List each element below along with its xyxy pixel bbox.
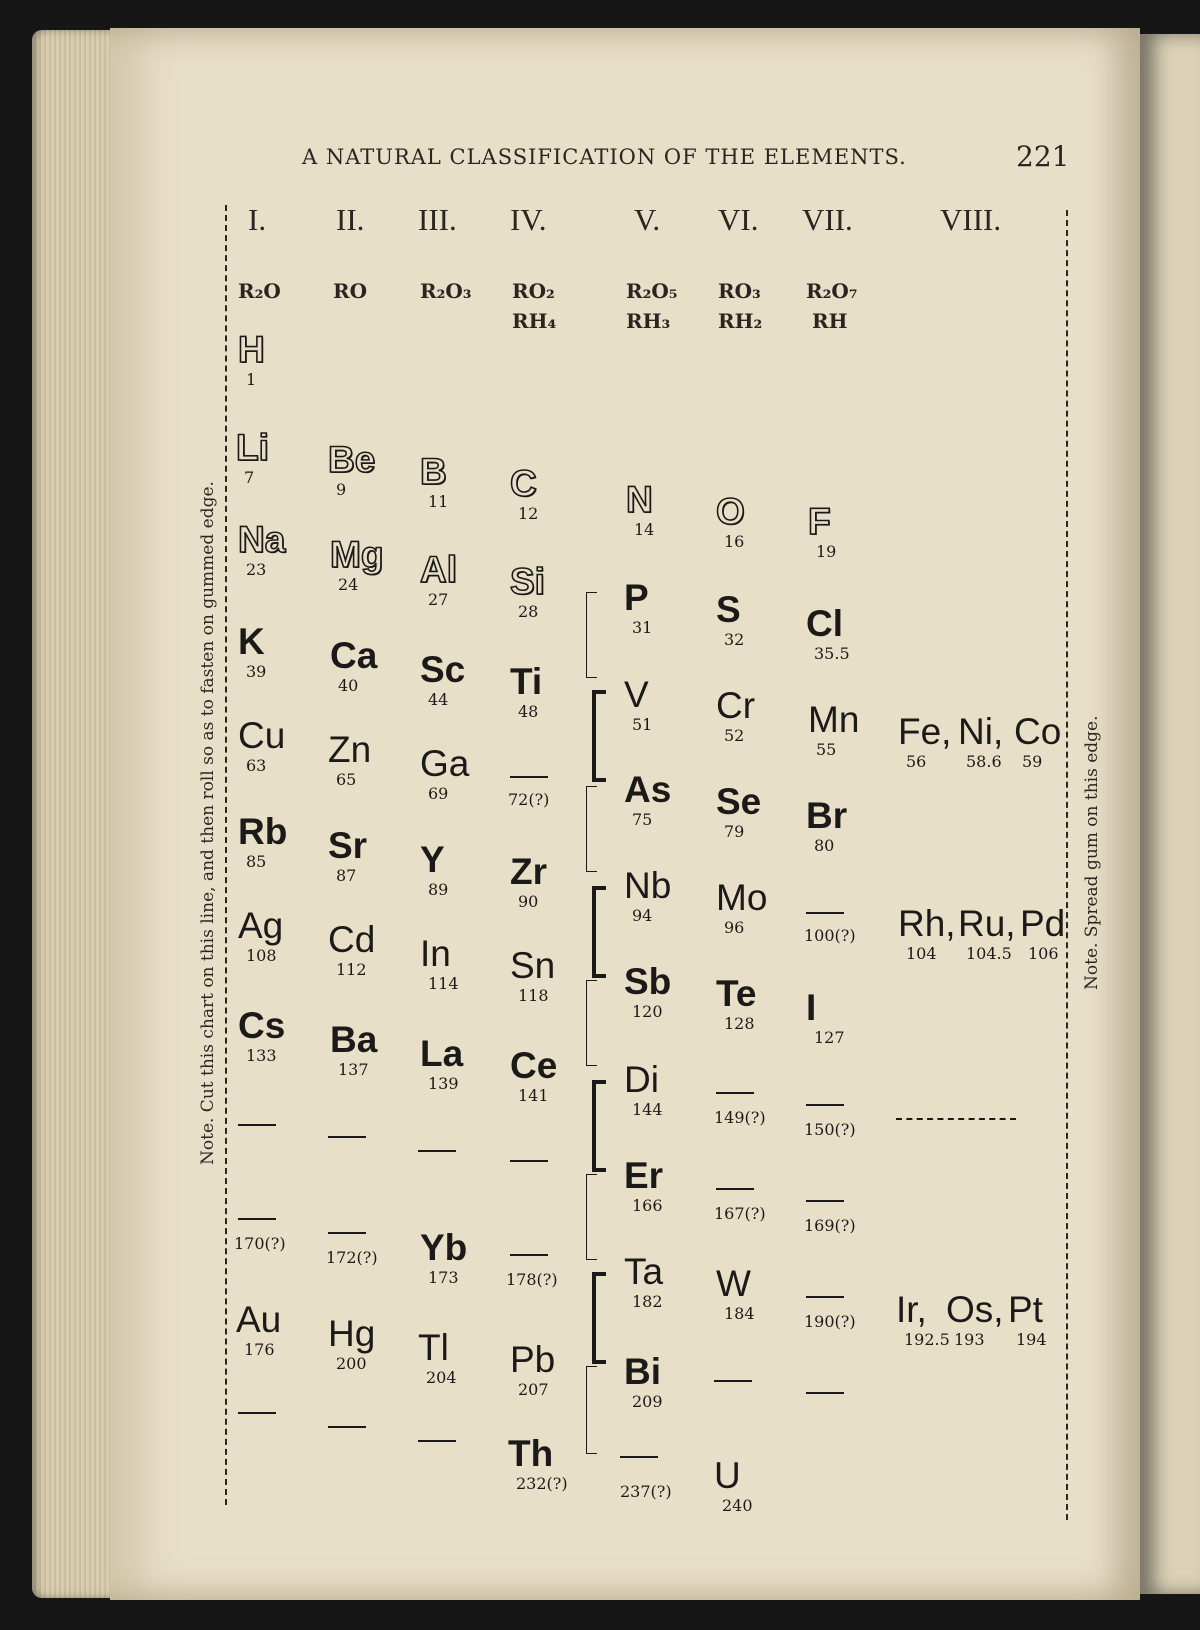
element-Te: Te 128 bbox=[716, 973, 757, 1033]
subgroup-bracket bbox=[592, 690, 606, 782]
missing-element-dash bbox=[328, 1136, 366, 1138]
element-B: B 11 bbox=[420, 451, 449, 511]
oxide-formula-7: R₂O₇ bbox=[806, 279, 858, 303]
element-W: W 184 bbox=[716, 1263, 755, 1323]
element-As: As 75 bbox=[624, 769, 672, 829]
element-U: U 240 bbox=[714, 1455, 753, 1515]
element-Fe: Fe, 56 bbox=[898, 711, 952, 771]
element-Al: Al 27 bbox=[420, 549, 457, 609]
element-170-weight: 170(?) bbox=[234, 1234, 286, 1253]
element-149-weight: 149(?) bbox=[714, 1108, 766, 1127]
missing-element-dash bbox=[714, 1380, 752, 1382]
element-La: La 139 bbox=[420, 1033, 464, 1093]
element-Rh: Rh, 104 bbox=[898, 903, 956, 963]
cut-line-left bbox=[225, 205, 227, 1505]
group-header-7: VII. bbox=[802, 202, 853, 237]
element-Ir: Ir, 192.5 bbox=[896, 1289, 950, 1349]
element-Ti: Ti 48 bbox=[510, 661, 543, 721]
element-Y: Y 89 bbox=[420, 839, 449, 899]
element-In: In 114 bbox=[420, 933, 459, 993]
element-190-weight: 190(?) bbox=[804, 1312, 856, 1331]
element-Th: Th 232(?) bbox=[508, 1433, 568, 1493]
missing-element-dash bbox=[510, 1160, 548, 1162]
element-Cs: Cs 133 bbox=[238, 1005, 286, 1065]
element-Li: Li 7 bbox=[236, 427, 269, 487]
group-header-6: VI. bbox=[718, 202, 759, 237]
element-100-weight: 100(?) bbox=[804, 926, 856, 945]
element-Ge-weight: 72(?) bbox=[508, 790, 550, 809]
subgroup-bracket bbox=[586, 592, 597, 678]
element-Sn: Sn 118 bbox=[510, 945, 556, 1005]
missing-element-dash bbox=[716, 1092, 754, 1094]
note-left: Note. Cut this chart on this line, and then roll so as to fasten on gummed edge. bbox=[198, 481, 218, 1165]
subgroup-bracket bbox=[592, 886, 606, 978]
element-169-weight: 169(?) bbox=[804, 1216, 856, 1235]
element-Ru: Ru, 104.5 bbox=[958, 903, 1016, 963]
missing-element-dash bbox=[620, 1456, 658, 1458]
missing-element-dash bbox=[328, 1426, 366, 1428]
missing-group-viii-dash bbox=[896, 1118, 1016, 1120]
oxide-formula-2: RO bbox=[333, 279, 368, 303]
missing-element-dash bbox=[510, 1254, 548, 1256]
element-N: N 14 bbox=[626, 479, 655, 539]
element-Hg: Hg 200 bbox=[328, 1313, 376, 1373]
element-Ce: Ce 141 bbox=[510, 1045, 558, 1105]
element-Tl: Tl 204 bbox=[418, 1327, 457, 1387]
subgroup-bracket bbox=[586, 980, 597, 1066]
element-K: K 39 bbox=[238, 621, 267, 681]
group-header-1: I. bbox=[248, 202, 267, 237]
element-F: F 19 bbox=[808, 501, 837, 561]
missing-element-dash bbox=[806, 912, 844, 914]
element-I: I 127 bbox=[806, 987, 845, 1047]
element-Bi: Bi 209 bbox=[624, 1351, 663, 1411]
group-header-5: V. bbox=[634, 202, 661, 237]
element-Os: Os, 193 bbox=[946, 1289, 1004, 1349]
element-Ni: Ni, 58.6 bbox=[958, 711, 1004, 771]
hydride-formula-7: RH bbox=[812, 309, 848, 333]
element-Mn: Mn 55 bbox=[808, 699, 860, 759]
subgroup-bracket bbox=[592, 1272, 606, 1364]
element-Pd: Pd 106 bbox=[1020, 903, 1066, 963]
subgroup-bracket bbox=[586, 1366, 597, 1454]
running-title: A NATURAL CLASSIFICATION OF THE ELEMENTS. bbox=[302, 145, 907, 169]
element-Cr: Cr 52 bbox=[716, 685, 756, 745]
group-header-3: III. bbox=[418, 202, 457, 237]
subgroup-bracket bbox=[586, 1174, 597, 1260]
oxide-formula-6: RO₃ bbox=[718, 279, 761, 303]
element-Sb: Sb 120 bbox=[624, 961, 672, 1021]
element-Ta: Ta 182 bbox=[624, 1251, 664, 1311]
subgroup-bracket bbox=[592, 1080, 606, 1172]
element-Co: Co 59 bbox=[1014, 711, 1062, 771]
element-Si: Si 28 bbox=[510, 561, 545, 621]
missing-element-dash bbox=[806, 1200, 844, 1202]
subgroup-bracket bbox=[586, 786, 597, 872]
element-Er: Er 166 bbox=[624, 1155, 664, 1215]
element-Se: Se 79 bbox=[716, 781, 762, 841]
missing-element-dash bbox=[510, 776, 548, 778]
missing-element-dash bbox=[418, 1440, 456, 1442]
element-Ga: Ga 69 bbox=[420, 743, 470, 803]
element-Zn: Zn 65 bbox=[328, 729, 372, 789]
element-Br: Br 80 bbox=[806, 795, 848, 855]
element-Sc: Sc 44 bbox=[420, 649, 466, 709]
element-167-weight: 167(?) bbox=[714, 1204, 766, 1223]
missing-element-dash bbox=[716, 1188, 754, 1190]
missing-element-dash bbox=[806, 1392, 844, 1394]
element-Mg: Mg 24 bbox=[330, 534, 384, 594]
element-Be: Be 9 bbox=[328, 439, 376, 499]
element-Cd: Cd 112 bbox=[328, 919, 376, 979]
element-V: V 51 bbox=[624, 674, 653, 734]
facing-page-edge bbox=[1140, 34, 1200, 1594]
element-S: S 32 bbox=[716, 589, 745, 649]
gum-line-right bbox=[1066, 210, 1068, 1520]
element-C: C 12 bbox=[510, 463, 539, 523]
oxide-formula-5: R₂O₅ bbox=[626, 279, 678, 303]
missing-element-dash bbox=[238, 1124, 276, 1126]
element-Au: Au 176 bbox=[236, 1299, 282, 1359]
element-Ba: Ba 137 bbox=[330, 1019, 378, 1079]
element-Ag: Ag 108 bbox=[238, 905, 284, 965]
element-Zr: Zr 90 bbox=[510, 851, 547, 911]
element-Yb: Yb 173 bbox=[420, 1227, 468, 1287]
missing-element-dash bbox=[806, 1104, 844, 1106]
group-header-2: II. bbox=[336, 202, 365, 237]
missing-element-dash bbox=[238, 1412, 276, 1414]
element-Mo: Mo 96 bbox=[716, 877, 768, 937]
note-right: Note. Spread gum on this edge. bbox=[1082, 715, 1102, 990]
oxide-formula-1: R₂O bbox=[238, 279, 281, 303]
element-Na: Na 23 bbox=[238, 519, 286, 579]
element-Cu: Cu 63 bbox=[238, 715, 286, 775]
oxide-formula-3: R₂O₃ bbox=[420, 279, 472, 303]
element-O: O 16 bbox=[716, 491, 745, 551]
page-number: 221 bbox=[1016, 140, 1070, 173]
element-178-weight: 178(?) bbox=[506, 1270, 558, 1289]
element-P: P 31 bbox=[624, 577, 653, 637]
missing-element-dash bbox=[328, 1232, 366, 1234]
element-Pt: Pt 194 bbox=[1008, 1289, 1047, 1349]
missing-element-dash bbox=[806, 1296, 844, 1298]
element-Sr: Sr 87 bbox=[328, 825, 368, 885]
hydride-formula-6: RH₂ bbox=[718, 309, 763, 333]
element-H: H 1 bbox=[238, 329, 265, 389]
element-172-weight: 172(?) bbox=[326, 1248, 378, 1267]
oxide-formula-4: RO₂ bbox=[512, 279, 555, 303]
missing-element-dash bbox=[418, 1150, 456, 1152]
hydride-formula-4: RH₄ bbox=[512, 309, 557, 333]
element-Cl: Cl 35.5 bbox=[806, 603, 850, 663]
element-Di: Di 144 bbox=[624, 1059, 663, 1119]
group-header-8: VIII. bbox=[940, 202, 1002, 237]
element-150-weight: 150(?) bbox=[804, 1120, 856, 1139]
element-237-weight: 237(?) bbox=[620, 1482, 672, 1501]
hydride-formula-5: RH₃ bbox=[626, 309, 671, 333]
element-Nb: Nb 94 bbox=[624, 865, 672, 925]
element-Rb: Rb 85 bbox=[238, 811, 288, 871]
element-Ca: Ca 40 bbox=[330, 635, 378, 695]
element-Pb: Pb 207 bbox=[510, 1339, 556, 1399]
group-header-4: IV. bbox=[510, 202, 547, 237]
missing-element-dash bbox=[238, 1218, 276, 1220]
